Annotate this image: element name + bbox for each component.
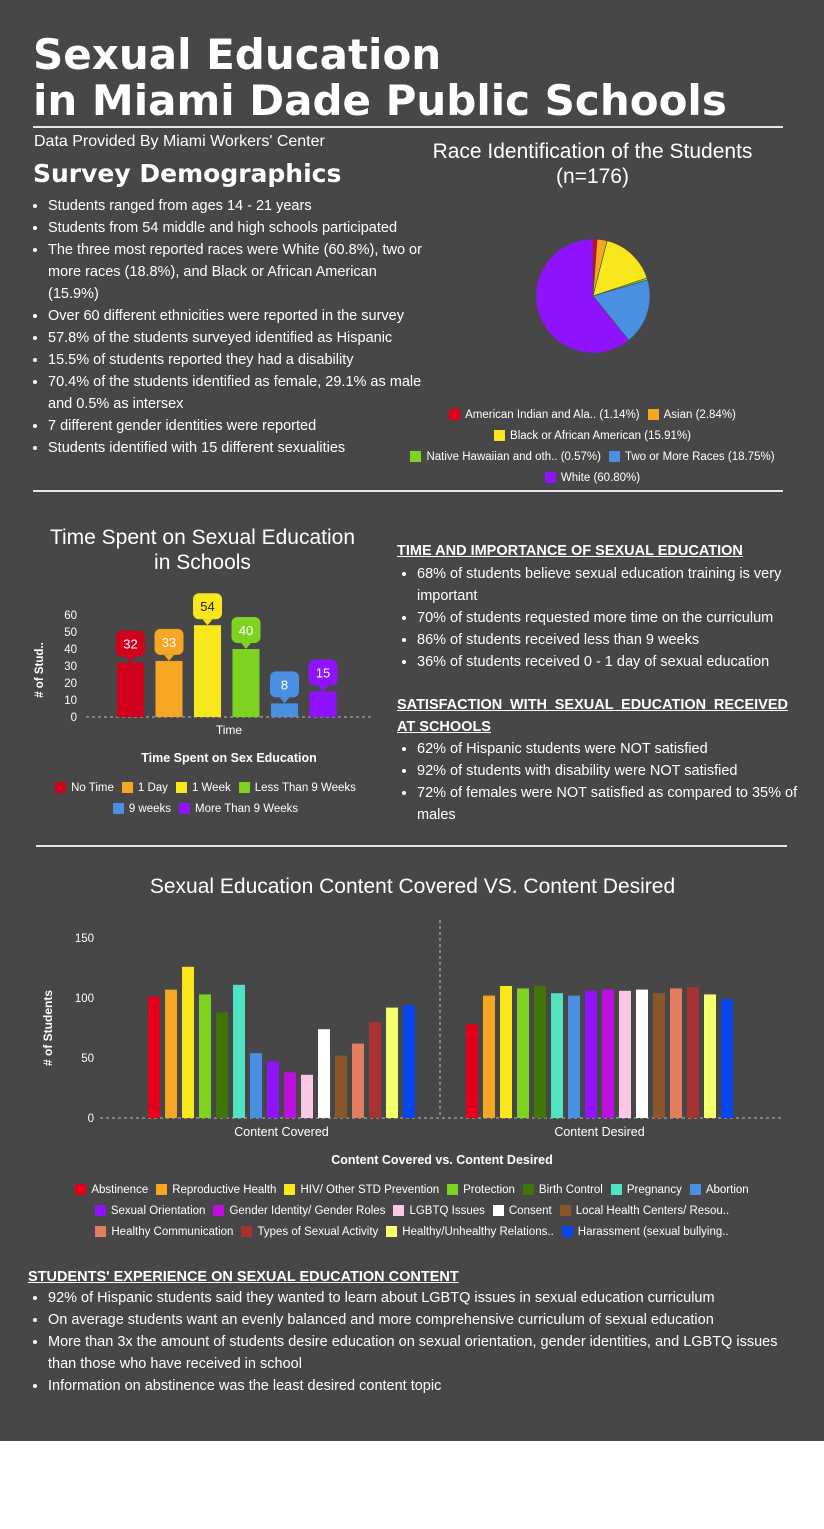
content-legend-entry [386, 1226, 554, 1238]
time-legend-label: 9 weeks [128, 802, 172, 815]
time-bar-value-label: 32 [123, 636, 138, 652]
content-legend-swatch [690, 1184, 701, 1195]
content-legend-swatch [386, 1226, 397, 1237]
time-bar-value-label: 8 [280, 677, 289, 693]
time-x-axis-label: Time [215, 723, 243, 737]
content-bar [165, 990, 177, 1118]
page-title [33, 32, 813, 124]
content-group-label: Content Desired [554, 1125, 645, 1139]
time-bar [156, 661, 183, 717]
time-bar-legend [28, 777, 383, 819]
content-bar [704, 994, 716, 1118]
content-bar [335, 1056, 347, 1118]
content-bar [148, 997, 160, 1118]
content-legend-swatch [611, 1184, 622, 1195]
content-legend-entry [156, 1184, 276, 1196]
content-bar [568, 996, 580, 1118]
content-bar [318, 1029, 330, 1118]
time-legend-label: More Than 9 Weeks [195, 802, 299, 815]
content-legend-label: Consent [508, 1204, 552, 1217]
content-ytick-label: 100 [74, 993, 94, 1005]
time-bar-callout-pointer [241, 643, 251, 649]
time-legend-entry [113, 803, 171, 815]
time-ytick-label: 0 [70, 712, 77, 724]
content-legend-swatch [523, 1184, 534, 1195]
demographics-list [28, 195, 423, 459]
content-legend-swatch [241, 1226, 252, 1237]
race-pie-chart [530, 233, 656, 359]
content-bar [250, 1053, 262, 1118]
content-legend-swatch [213, 1205, 224, 1216]
pie-legend-entry [494, 430, 691, 442]
content-legend-label: Abortion [705, 1183, 749, 1196]
content-bar [483, 996, 495, 1118]
title-line-2: in Miami Dade Public Schools [33, 76, 727, 125]
content-bar [403, 1005, 415, 1118]
content-legend-entry [95, 1226, 233, 1238]
experience-list [28, 1287, 778, 1397]
time-legend-swatch [113, 803, 124, 814]
content-grouped-bar-chart [36, 920, 796, 1170]
content-bar [301, 1075, 313, 1118]
time-legend-label: 1 Day [137, 781, 168, 794]
time-importance-heading: TIME AND IMPORTANCE OF SEXUAL EDUCATION [397, 543, 743, 559]
pie-legend-entry [648, 409, 736, 421]
demographics-bullet-item: • 15.5% of students reported they had a disability [48, 349, 423, 371]
content-legend-swatch [447, 1184, 458, 1195]
time-importance-bullet-item: • 68% of students believe sexual education training is very important [417, 563, 812, 607]
content-legend-label: Birth Control [538, 1183, 603, 1196]
content-legend-swatch [156, 1184, 167, 1195]
time-ytick-label: 30 [64, 661, 77, 673]
content-legend-label: LGBTQ Issues [409, 1204, 485, 1217]
content-legend-label: Types of Sexual Activity [257, 1225, 379, 1238]
content-legend-label: HIV/ Other STD Prevention [300, 1183, 440, 1196]
demographics-bullet-item: • 57.8% of the students surveyed identified as Hispanic [48, 327, 423, 349]
content-legend-swatch [95, 1226, 106, 1237]
time-bar-value-label: 15 [315, 665, 331, 681]
content-legend-entry [560, 1205, 729, 1217]
section-divider-2 [36, 845, 787, 847]
satisfaction-bullet-item: • 62% of Hispanic students were NOT satisfied [417, 738, 812, 760]
content-legend-label: Gender Identity/ Gender Roles [229, 1204, 386, 1217]
content-legend-entry [690, 1184, 749, 1196]
time-importance-bullet-item: • 36% of students received 0 - 1 day of sexual education [417, 651, 812, 673]
pie-legend-label: White (60.80%) [560, 471, 641, 484]
content-legend-entry [393, 1205, 484, 1217]
content-legend-entry [284, 1184, 439, 1196]
time-chart-title-line-1: Time Spent on Sexual Education [49, 526, 356, 549]
time-legend-swatch [55, 782, 66, 793]
content-legend-label: Reproductive Health [172, 1183, 277, 1196]
content-legend-entry [447, 1184, 515, 1196]
satisfaction-heading: SATISFACTION WITH SEXUAL EDUCATION RECEIVED AT SCHOOLS [397, 697, 788, 735]
content-bar [182, 967, 194, 1118]
content-legend-row [30, 1221, 794, 1242]
pie-legend-entry [410, 451, 601, 463]
time-ytick-label: 40 [64, 644, 77, 656]
section-divider-1 [33, 490, 783, 492]
content-legend-label: Protection [463, 1183, 515, 1196]
content-bar [551, 993, 563, 1118]
content-legend-swatch [393, 1205, 404, 1216]
pie-legend-swatch [494, 430, 505, 441]
content-legend-label: Healthy/Unhealthy Relations.. [402, 1225, 554, 1238]
content-bar [267, 1062, 279, 1118]
time-bar-chart [28, 582, 383, 772]
pie-legend-swatch [648, 409, 659, 420]
time-importance-list [397, 563, 812, 673]
time-ytick-label: 20 [64, 678, 77, 690]
content-x-axis-label: Content Covered vs. Content Desired [331, 1153, 553, 1167]
time-legend-label: No Time [71, 781, 114, 794]
demographics-bullet-item: • Over 60 different ethnicities were reported in the survey [48, 305, 423, 327]
pie-legend-label: American Indian and Ala.. (1.14%) [465, 408, 640, 421]
content-legend-swatch [95, 1205, 106, 1216]
content-bar-legend [30, 1179, 794, 1242]
time-legend-label: 1 Week [191, 781, 231, 794]
data-source-subtitle: Data Provided By Miami Workers' Center [34, 133, 325, 150]
time-bar-value-label: 54 [200, 599, 215, 615]
pie-legend-row [400, 467, 785, 488]
content-bar [602, 990, 614, 1118]
time-legend-swatch [122, 782, 133, 793]
content-bar [466, 1024, 478, 1118]
pie-legend-row [400, 425, 785, 446]
demographics-bullet-item: • Students ranged from ages 14 - 21 years [48, 195, 423, 217]
time-bar [310, 692, 337, 718]
pie-legend-swatch [410, 451, 421, 462]
time-legend-label: Less Than 9 Weeks [254, 781, 356, 794]
content-legend-swatch [493, 1205, 504, 1216]
content-bar [653, 993, 665, 1118]
time-legend-entry [239, 782, 356, 794]
time-bar-value-label: 40 [238, 623, 254, 638]
content-bar [534, 986, 546, 1118]
time-ytick-label: 50 [64, 627, 77, 639]
content-legend-entry [241, 1226, 378, 1238]
content-ytick-label: 150 [74, 933, 94, 945]
content-bar [619, 991, 631, 1118]
content-legend-label: Abstinence [91, 1183, 149, 1196]
pie-legend-entry [545, 472, 640, 484]
content-legend-label: Pregnancy [626, 1183, 682, 1196]
satisfaction-bullet-item: • 72% of females were NOT satisfied as compared to 35% of males [417, 782, 812, 826]
content-ytick-label: 50 [81, 1053, 94, 1065]
content-bar [199, 994, 211, 1118]
content-legend-row [30, 1179, 794, 1200]
content-legend-row [30, 1200, 794, 1221]
pie-legend-swatch [609, 451, 620, 462]
content-legend-label: Sexual Orientation [110, 1204, 206, 1217]
experience-bullet-item: • 92% of Hispanic students said they wanted to learn about LGBTQ issues in sexual education curriculum [48, 1287, 778, 1309]
race-chart-title-line-1: Race Identification of the Students [432, 140, 753, 163]
content-bar [585, 991, 597, 1118]
content-legend-entry [523, 1184, 603, 1196]
content-legend-entry [95, 1205, 206, 1217]
pie-legend-label: Black or African American (15.91%) [510, 429, 691, 442]
pie-legend-label: Native Hawaiian and oth.. (0.57%) [426, 450, 601, 463]
time-legend-entry [122, 782, 168, 794]
content-y-axis-label: # of Students [41, 989, 55, 1067]
time-bar-callout-pointer [318, 686, 328, 692]
content-chart-title: Sexual Education Content Covered VS. Content Desired [149, 875, 676, 898]
content-bar [517, 988, 529, 1118]
time-importance-bullet-item: • 70% of students requested more time on the curriculum [417, 607, 812, 629]
content-bar [500, 986, 512, 1118]
time-legend-entry [55, 782, 114, 794]
content-bar [233, 985, 245, 1118]
demographics-bullet-item: • The three most reported races were White (60.8%), two or more races (18.8%), and Black or African American (15.9%) [48, 239, 423, 305]
time-legend-swatch [179, 803, 190, 814]
time-chart-title [30, 525, 375, 575]
content-legend-entry [611, 1184, 682, 1196]
content-ytick-label: 0 [87, 1113, 94, 1125]
title-divider [33, 126, 783, 128]
content-legend-swatch [284, 1184, 295, 1195]
content-bar [284, 1072, 296, 1118]
time-bar-callout-pointer [203, 619, 213, 625]
experience-bullet-item: • On average students want an evenly balanced and more comprehensive curriculum of sexual education [48, 1309, 778, 1331]
content-bar [670, 988, 682, 1118]
demographics-bullet-item: • Students from 54 middle and high schools participated [48, 217, 423, 239]
content-bar [369, 1022, 381, 1118]
satisfaction-bullet-item: • 92% of students with disability were NOT satisfied [417, 760, 812, 782]
time-ytick-label: 60 [64, 610, 77, 622]
experience-bullet-item: • Information on abstinence was the least desired content topic [48, 1375, 778, 1397]
race-chart-title-line-2: (n=176) [556, 165, 629, 188]
content-bar [352, 1044, 364, 1118]
time-bar [194, 625, 221, 717]
content-legend-entry [75, 1184, 148, 1196]
content-bar [721, 999, 733, 1118]
time-legend-row [28, 777, 383, 798]
satisfaction-list [397, 738, 812, 826]
pie-legend-swatch [449, 409, 460, 420]
time-legend-swatch [176, 782, 187, 793]
demographics-bullet-item: • 70.4% of the students identified as female, 29.1% as male and 0.5% as intersex [48, 371, 423, 415]
pie-legend-row [400, 404, 785, 425]
time-footer-label: Time Spent on Sex Education [141, 751, 317, 765]
experience-bullet-item: • More than 3x the amount of students desire education on sexual orientation, gender identities, and LGBTQ issues than those who have received in school [48, 1331, 778, 1375]
time-legend-entry [176, 782, 231, 794]
content-bar [216, 1012, 228, 1118]
time-bar [271, 703, 298, 717]
time-legend-row [28, 798, 383, 819]
content-legend-entry [562, 1226, 729, 1238]
pie-legend-row [400, 446, 785, 467]
content-legend-swatch [75, 1184, 86, 1195]
time-bar-callout-pointer [164, 655, 174, 661]
demographics-bullet-item: • 7 different gender identities were reported [48, 415, 423, 437]
content-legend-swatch [562, 1226, 573, 1237]
pie-legend-swatch [545, 472, 556, 483]
demographics-heading: Survey Demographics [33, 159, 342, 188]
content-legend-entry [493, 1205, 552, 1217]
pie-legend-label: Two or More Races (18.75%) [624, 450, 775, 463]
time-chart-title-line-2: in Schools [154, 551, 251, 574]
time-bar-callout-pointer [126, 657, 136, 663]
content-legend-label: Healthy Communication [111, 1225, 234, 1238]
time-y-axis-label: # of Stud.. [34, 642, 46, 698]
content-bar [636, 990, 648, 1118]
time-legend-swatch [239, 782, 250, 793]
pie-legend-entry [609, 451, 775, 463]
time-bar [233, 649, 260, 717]
demographics-bullet-item: • Students identified with 15 different sexualities [48, 437, 423, 459]
content-legend-swatch [560, 1205, 571, 1216]
time-bar [117, 663, 144, 717]
race-pie-legend [400, 404, 785, 488]
content-bar [687, 987, 699, 1118]
content-group-label: Content Covered [234, 1125, 329, 1139]
content-bar [386, 1008, 398, 1118]
experience-heading: STUDENTS' EXPERIENCE ON SEXUAL EDUCATION CONTENT [28, 1269, 459, 1285]
time-importance-bullet-item: • 86% of students received less than 9 weeks [417, 629, 812, 651]
time-legend-entry [179, 803, 298, 815]
title-line-1: Sexual Education [33, 30, 442, 79]
content-legend-label: Local Health Centers/ Resou.. [575, 1204, 730, 1217]
time-bar-value-label: 33 [161, 634, 177, 650]
content-legend-entry [213, 1205, 385, 1217]
race-chart-title [400, 139, 785, 189]
time-ytick-label: 10 [64, 695, 77, 707]
pie-legend-label: Asian (2.84%) [663, 408, 736, 421]
content-legend-label: Harassment (sexual bullying.. [577, 1225, 729, 1238]
pie-legend-entry [449, 409, 640, 421]
time-bar-callout-pointer [280, 697, 290, 703]
